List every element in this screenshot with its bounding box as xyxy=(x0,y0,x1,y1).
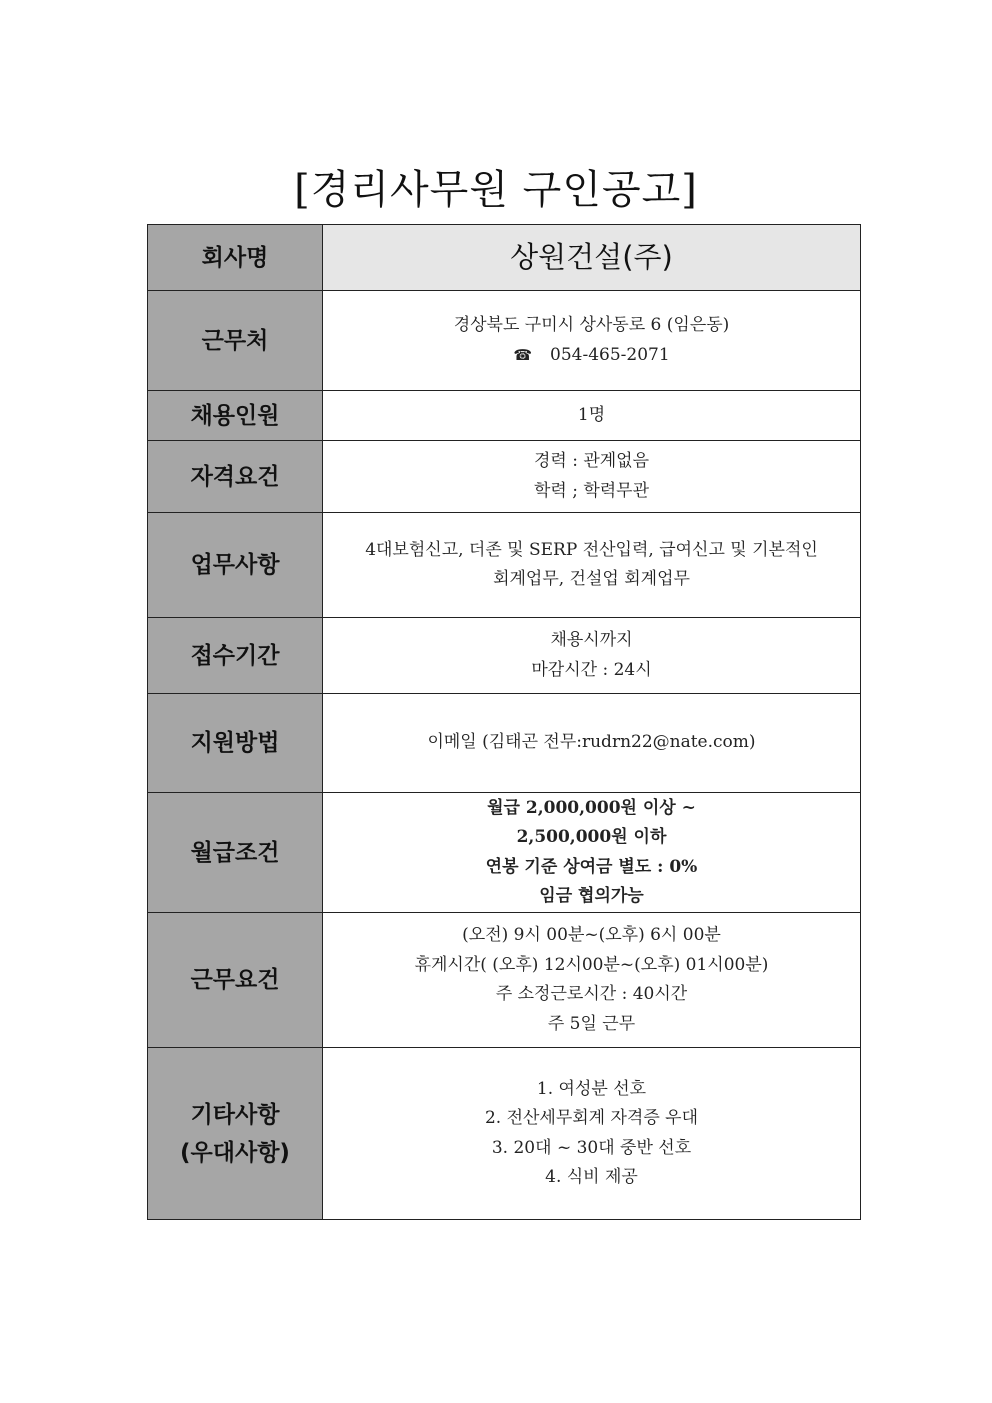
company-name: 상원건설(주) xyxy=(323,225,861,291)
salary-line: 임금 협의가능 xyxy=(539,886,644,906)
label-apply: 지원방법 xyxy=(148,694,323,793)
row-apply xyxy=(148,694,861,793)
qualification-line: 경력 : 관계없음 xyxy=(533,451,650,471)
row-qualifications xyxy=(148,441,861,513)
salary-line: 연봉 기준 상여금 별도 : 0% xyxy=(485,856,698,877)
salary-value xyxy=(323,793,861,913)
label-period: 접수기간 xyxy=(148,618,323,694)
workplace-phone: 054-465-2071 xyxy=(550,344,670,365)
conditions-line: (오전) 9시 00분~(오후) 6시 00분 xyxy=(462,925,721,945)
etc-value xyxy=(323,1048,861,1220)
row-etc xyxy=(148,1048,861,1220)
label-salary: 월급조건 xyxy=(148,793,323,913)
label-etc xyxy=(148,1048,323,1220)
headcount-value: 1명 xyxy=(323,391,861,441)
row-workplace xyxy=(148,291,861,391)
workplace-value xyxy=(323,291,861,391)
etc-line: 4. 식비 제공 xyxy=(545,1167,638,1187)
duties-value xyxy=(323,513,861,618)
conditions-line: 휴게시간( (오후) 12시00분~(오후) 01시00분) xyxy=(414,954,769,975)
period-line: 마감시간 : 24시 xyxy=(531,659,652,680)
label-qualifications: 자격요건 xyxy=(148,441,323,513)
row-conditions xyxy=(148,913,861,1048)
etc-line: 3. 20대 ~ 30대 중반 선호 xyxy=(491,1137,692,1158)
row-company xyxy=(148,225,861,291)
label-etc-line: (우대사항) xyxy=(180,1139,290,1166)
etc-line: 2. 전산세무회계 자격증 우대 xyxy=(484,1108,699,1128)
row-duties xyxy=(148,513,861,618)
etc-line: 1. 여성분 선호 xyxy=(536,1078,647,1099)
job-posting-table xyxy=(147,224,861,1220)
apply-value: 이메일 (김태곤 전무:rudrn22@nate.com) xyxy=(323,694,861,793)
row-period xyxy=(148,618,861,694)
label-duties: 업무사항 xyxy=(148,513,323,618)
period-line: 채용시까지 xyxy=(550,630,633,650)
conditions-value xyxy=(323,913,861,1048)
workplace-address: 경상북도 구미시 상사동로 6 (임은동) xyxy=(453,315,730,335)
duties-line: 4대보험신고, 더존 및 SERP 전산입력, 급여신고 및 기본적인 xyxy=(365,539,818,560)
label-workplace: 근무처 xyxy=(148,291,323,391)
period-value xyxy=(323,618,861,694)
page-title: [경리사무원 구인공고] xyxy=(294,167,698,213)
conditions-line: 주 소정근로시간 : 40시간 xyxy=(495,984,688,1004)
conditions-line: 주 5일 근무 xyxy=(547,1013,636,1034)
label-company: 회사명 xyxy=(148,225,323,291)
salary-line: 2,500,000원 이하 xyxy=(516,827,667,847)
label-conditions: 근무요건 xyxy=(148,913,323,1048)
row-salary xyxy=(148,793,861,913)
qualifications-value xyxy=(323,441,861,513)
telephone-icon: ☎ xyxy=(513,345,533,364)
qualification-line: 학력 ; 학력무관 xyxy=(533,480,650,501)
label-headcount: 채용인원 xyxy=(148,391,323,441)
workplace-phone-line xyxy=(323,341,860,371)
duties-line: 회계업무, 건설업 회계업무 xyxy=(493,569,690,589)
label-etc-line: 기타사항 xyxy=(190,1101,280,1128)
salary-line: 월급 2,000,000원 이상 ~ xyxy=(487,797,696,818)
row-headcount xyxy=(148,391,861,441)
